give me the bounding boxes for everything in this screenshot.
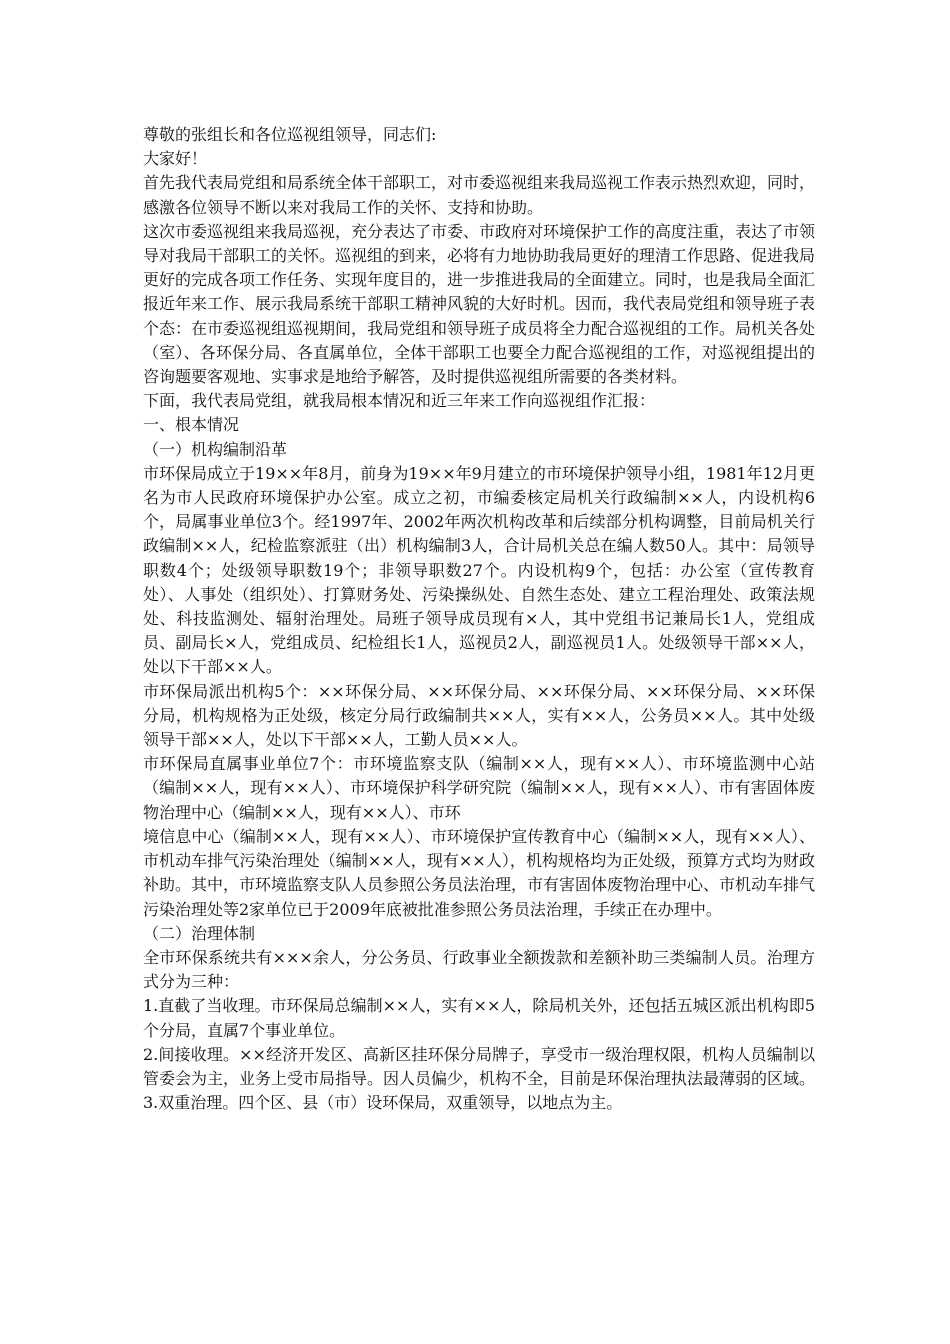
paragraph-organization-history: 市环保局成立于19××年8月，前身为19××年9月建立的市环境保护领导小组，1981年12月更名为市人民政府环境保护办公室。成立之初，市编委核定局机关行政编制××人，内设机构6个，局属事业单位3个。经1997年、2002年两次机构改革和后续部分机构调整，目前局机关行政编制××人，纪检监察派驻（出）机构编制3人，合计局机关总在编人数50人。其中：局领导职数4个；处级领导职数19个；非领导职数27个。内设机构9个，包括：办公室（宣传教育处）、人事处（组织处）、打算财务处、污染操纵处、自然生态处、建立工程治理处、政策法规处、科技监测处、辐射治理处。局班子领导成员现有×人，其中党组书记兼局长1人，党组成员、副局长×人，党组成员、纪检组长1人，巡视员2人，副巡视员1人。处级领导干部××人，处以下干部××人。: [143, 463, 815, 677]
paragraph-inspection-significance: 这次市委巡视组来我局巡视，充分表达了市委、市政府对环境保护工作的高度注重，表达了市领导对我局干部职工的关怀。巡视组的到来，必将有力地协助我局更好的理清工作思路、促进我局更好的完成各项工作任务、实现年度目的，进一步推进我局的全面建立。同时，也是我局全面汇报近年来工作、展示我局系统干部职工精神风貌的大好时机。因而，我代表局党组和领导班子表个态：在市委巡视组巡视期间，我局党组和领导班子成员将全力配合巡视组的工作。局机关各处（室）、各环保分局、各直属单位，全体干部职工也要全力配合巡视组的工作，对巡视组提出的咨询题要客观地、实事求是地给予解答，及时提供巡视组所需要的各类材料。: [143, 221, 816, 387]
paragraph-staff-overview: 全市环保系统共有×××余人，分公务员、行政事业全额拨款和差额补助三类编制人员。治理方式分为三种：: [143, 947, 815, 992]
paragraph-affiliated-units: 市环保局直属事业单位7个：市环境监察支队（编制××人，现有××人）、市环境监测中心站（编制××人，现有××人）、市环境保护科学研究院（编制××人，现有××人）、市有害固体废物治理中心（编制××人，现有××人）、市环: [143, 754, 815, 822]
greeting: 大家好！: [143, 149, 208, 169]
paragraph-indirect-management: 2.间接收理。××经济开发区、高新区挂环保分局牌子，享受市一级治理权限，机构人员编制以管委会为主，业务上受市局指导。因人员偏少，机构不全，目前是环保治理执法最薄弱的区域。: [143, 1044, 816, 1088]
subsection-heading-management-system: （二）治理体制: [143, 923, 256, 943]
salutation: 尊敬的张组长和各位巡视组领导，同志们:: [143, 125, 437, 144]
subsection-heading-organization-history: （一）机构编制沿革: [143, 439, 288, 459]
paragraph-affiliated-units-continued: 境信息中心（编制××人，现有××人）、市环境保护宣传教育中心（编制××人，现有××人）、市机动车排气污染治理处（编制××人，现有××人），机构规格均为正处级，预算方式均为财政补助。其中，市环境监察支队人员参照公务员法治理，市有害固体废物治理中心、市机动车排气污染治理处等2家单位已于2009年底被批准参照公务员法治理，手续正在办理中。: [143, 826, 816, 919]
paragraph-dual-management: 3.双重治理。四个区、县（市）设环保局，双重领导，以地点为主。: [143, 1093, 623, 1113]
section-heading-basic-situation: 一、根本情况: [143, 415, 240, 435]
paragraph-direct-management: 1.直截了当收理。市环保局总编制××人，实有××人，除局机关外，还包括五城区派出机构即5个分局，直属7个事业单位。: [143, 996, 815, 1040]
paragraph-branch-offices: 市环保局派出机构5个：××环保分局、××环保分局、××环保分局、××环保分局、××环保分局，机构规格为正处级，核定分局行政编制共××人，实有××人，公务员××人。其中处级领导干部××人，处以下干部××人，工勤人员××人。: [143, 681, 815, 750]
paragraph-report-intro: 下面，我代表局党组，就我局根本情况和近三年来工作向巡视组作汇报：: [143, 391, 656, 411]
document-body: [143, 123, 815, 1115]
paragraph-welcome: 首先我代表局党组和局系统全体干部职工，对市委巡视组来我局巡视工作表示热烈欢迎，同时，感激各位领导不断以来对我局工作的关怀、支持和协助。: [143, 173, 816, 217]
